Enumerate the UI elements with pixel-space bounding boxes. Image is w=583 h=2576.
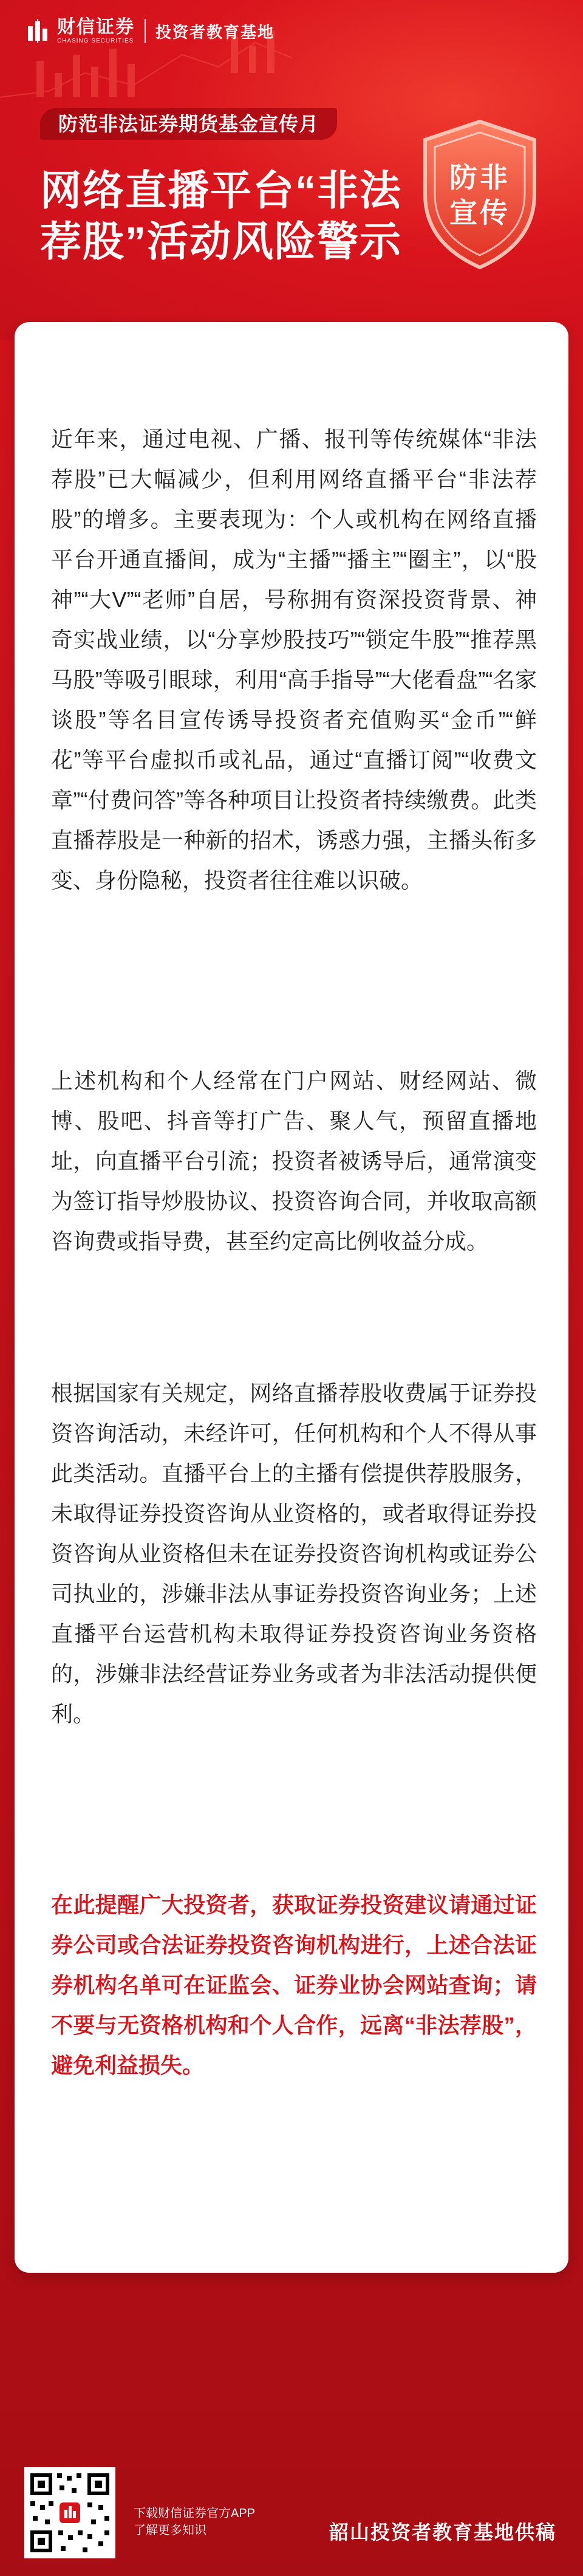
brand-logo — [24, 17, 274, 45]
anti-fraud-badge — [413, 115, 547, 273]
brand-english-name: CHASING SECURITIES — [57, 38, 134, 44]
title-line-1: 网络直播平台“非法 — [40, 168, 403, 214]
qr-code — [24, 2467, 115, 2558]
brand-name: 财信证券 — [57, 17, 135, 37]
app-download-hint — [134, 2505, 255, 2539]
candlestick-logo-icon — [24, 18, 51, 44]
source-credit: 韶山投资者教育基地供稿 — [329, 2521, 556, 2543]
paragraph-channels: 上述机构和个人经常在门户网站、财经网站、微博、股吧、抖音等打广告、聚人气，预留直播地址，向直播平台引流；投资者被诱导后，通常演变为签订指导炒股协议、投资咨询合同，并收取高额咨询费或指导费，甚至约定高比例收益分成。 — [51, 1068, 537, 1254]
badge-text-2: 宣传 — [449, 197, 510, 228]
app-download-qr-code[interactable] — [24, 2467, 115, 2558]
warning-paragraph: 在此提醒广大投资者，获取证券投资建议请通过证券公司或合法证券投资咨询机构进行，上述合法证券机构名单可在证监会、证券业协会网站查询；请不要与无资格机构和个人合作，远离“非法荐股”，避免利益损失。 — [51, 1892, 537, 2078]
content-card — [15, 322, 568, 2273]
header-banner — [0, 0, 583, 340]
campaign-month-tag: 防范非法证券期货基金宣传月 — [40, 108, 337, 140]
paragraph-regulation: 根据国家有关规定，网络直播荐股收费属于证券投资咨询活动，未经许可，任何机构和个人不得从事此类活动。直播平台上的主播有偿提供荐股服务，未取得证券投资咨询从业资格的，或者取得证券投资咨询从业资格但未在证券投资咨询机构或证券公司执业的，涉嫌非法从事证券投资咨询业务；上述直播平台运营机构未取得证券投资咨询业务资格的，涉嫌非法经营证券业务或者为非法活动提供便利。 — [51, 1381, 537, 1726]
paragraph-intro: 近年来，通过电视、广播、报刊等传统媒体“非法荐股”已大幅减少，但利用网络直播平台“非法荐股”的增多。主要表现为：个人或机构在网络直播平台开通直播间，成为“主播”“播主”“圈主”，以“股神”“大V”“老师”自居，号称拥有资深投资背景、神奇实战业绩，以“分享炒股技巧”“锁定牛股”“推荐黑马股”等吸引眼球，利用“高手指导”“大佬看盘”“名家谈股”等名目宣传诱导投资者充值购买“金币”“鲜花”等平台虚拟币或礼品，通过“直播订阅”“收费文章”“付费问答”等各种项目让投资者持续缴费。此类直播荐股是一种新的招术，诱惑力强，主播头衔多变、身份隐秘，投资者往往难以识破。 — [51, 427, 537, 893]
logo-divider — [145, 19, 146, 43]
download-line-2: 了解更多知识 — [134, 2524, 206, 2537]
download-line-1: 下载财信证券官方APP — [134, 2507, 256, 2520]
education-base-name: 投资者教育基地 — [155, 22, 275, 41]
page-title — [40, 165, 402, 267]
title-line-2: 荐股”活动风险警示 — [40, 219, 403, 265]
badge-text-1: 防非 — [449, 162, 510, 193]
